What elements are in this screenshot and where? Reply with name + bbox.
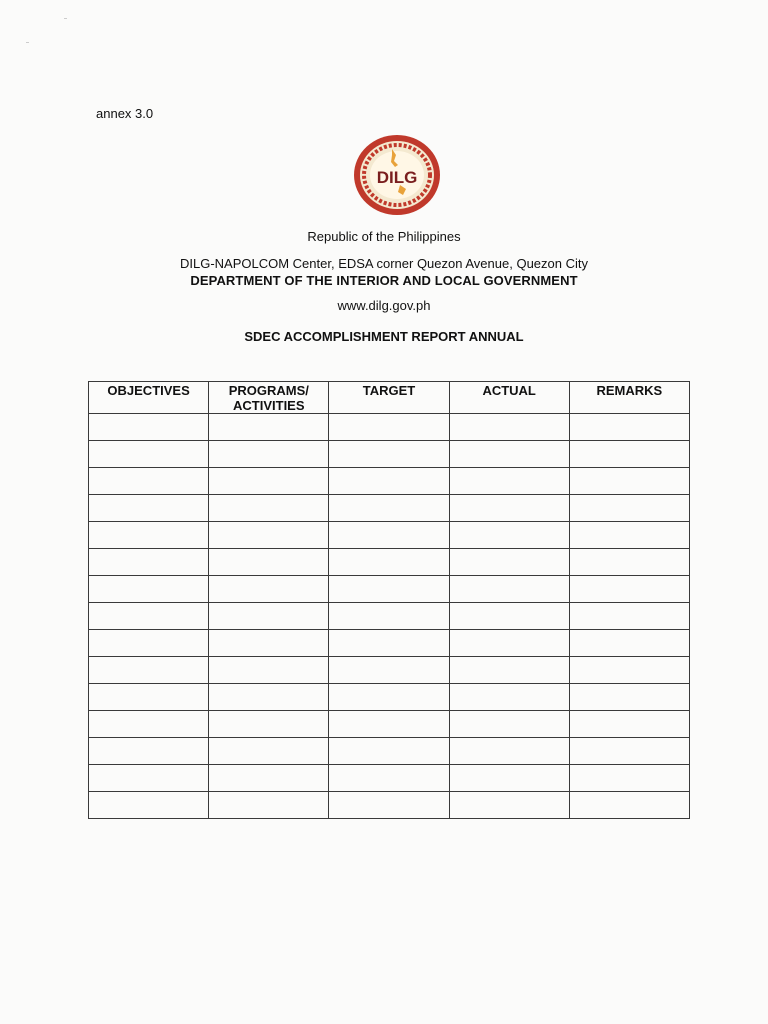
- table-row: [89, 441, 690, 468]
- table-cell[interactable]: [569, 441, 689, 468]
- table-cell[interactable]: [329, 576, 449, 603]
- table-cell[interactable]: [89, 441, 209, 468]
- table-cell[interactable]: [329, 792, 449, 819]
- dilg-seal-logo: [352, 133, 442, 217]
- table-cell[interactable]: [209, 441, 329, 468]
- seal-text: DILG: [376, 168, 418, 187]
- table-cell[interactable]: [329, 468, 449, 495]
- table-cell[interactable]: [449, 441, 569, 468]
- table-cell[interactable]: [89, 576, 209, 603]
- table-row: [89, 765, 690, 792]
- table-cell[interactable]: [89, 738, 209, 765]
- table-cell[interactable]: [89, 792, 209, 819]
- table-cell[interactable]: [329, 657, 449, 684]
- table-row: [89, 738, 690, 765]
- table-cell[interactable]: [449, 522, 569, 549]
- table-cell[interactable]: [449, 603, 569, 630]
- table-cell[interactable]: [449, 495, 569, 522]
- table-cell[interactable]: [569, 468, 689, 495]
- table-cell[interactable]: [569, 765, 689, 792]
- table-cell[interactable]: [209, 792, 329, 819]
- table-cell[interactable]: [329, 684, 449, 711]
- table-cell[interactable]: [329, 738, 449, 765]
- table-cell[interactable]: [569, 495, 689, 522]
- table-cell[interactable]: [449, 414, 569, 441]
- table-cell[interactable]: [449, 549, 569, 576]
- table-cell[interactable]: [89, 468, 209, 495]
- table-cell[interactable]: [569, 522, 689, 549]
- table-cell[interactable]: [329, 765, 449, 792]
- table-cell[interactable]: [569, 792, 689, 819]
- table-cell[interactable]: [449, 684, 569, 711]
- table-cell[interactable]: [89, 414, 209, 441]
- table-cell[interactable]: [89, 657, 209, 684]
- table-cell[interactable]: [209, 468, 329, 495]
- table-cell[interactable]: [209, 549, 329, 576]
- header-objectives: OBJECTIVES: [89, 382, 209, 414]
- table-cell[interactable]: [209, 603, 329, 630]
- table-row: [89, 495, 690, 522]
- table-cell[interactable]: [449, 468, 569, 495]
- table-cell[interactable]: [329, 630, 449, 657]
- table-cell[interactable]: [209, 630, 329, 657]
- table-cell[interactable]: [569, 549, 689, 576]
- table-cell[interactable]: [209, 414, 329, 441]
- table-cell[interactable]: [89, 603, 209, 630]
- table-cell[interactable]: [209, 765, 329, 792]
- table-cell[interactable]: [449, 711, 569, 738]
- table-cell[interactable]: [329, 549, 449, 576]
- report-title: SDEC ACCOMPLISHMENT REPORT ANNUAL: [244, 329, 524, 344]
- table-row: [89, 549, 690, 576]
- table-cell[interactable]: [89, 765, 209, 792]
- table-cell[interactable]: [89, 711, 209, 738]
- table-cell[interactable]: [569, 414, 689, 441]
- table-cell[interactable]: [329, 711, 449, 738]
- header-actual: ACTUAL: [449, 382, 569, 414]
- table-row: [89, 711, 690, 738]
- table-row: [89, 792, 690, 819]
- scan-speck: [26, 42, 29, 43]
- table-cell[interactable]: [569, 711, 689, 738]
- table-cell[interactable]: [209, 657, 329, 684]
- table-cell[interactable]: [209, 738, 329, 765]
- table-cell[interactable]: [89, 684, 209, 711]
- table-cell[interactable]: [449, 765, 569, 792]
- table-cell[interactable]: [569, 603, 689, 630]
- header-row: [89, 382, 690, 414]
- table-cell[interactable]: [569, 630, 689, 657]
- website-line: www.dilg.gov.ph: [337, 298, 431, 313]
- table-row: [89, 468, 690, 495]
- scan-speck: [64, 18, 67, 19]
- table-row: [89, 414, 690, 441]
- table-cell[interactable]: [449, 738, 569, 765]
- table-cell[interactable]: [569, 657, 689, 684]
- table-cell[interactable]: [569, 576, 689, 603]
- table-row: [89, 576, 690, 603]
- republic-line: Republic of the Philippines: [307, 229, 461, 244]
- table-cell[interactable]: [449, 576, 569, 603]
- table-cell[interactable]: [209, 495, 329, 522]
- header-programs-activities: PROGRAMS/ ACTIVITIES: [209, 382, 329, 414]
- table-cell[interactable]: [89, 522, 209, 549]
- table-row: [89, 684, 690, 711]
- table-cell[interactable]: [329, 603, 449, 630]
- table-cell[interactable]: [209, 711, 329, 738]
- annex-label: annex 3.0: [96, 106, 154, 121]
- header-target: TARGET: [329, 382, 449, 414]
- table-cell[interactable]: [569, 684, 689, 711]
- table-row: [89, 603, 690, 630]
- table-cell[interactable]: [209, 684, 329, 711]
- table-cell[interactable]: [449, 630, 569, 657]
- table-body: [89, 414, 690, 819]
- table-cell[interactable]: [329, 522, 449, 549]
- header-remarks: REMARKS: [569, 382, 689, 414]
- table-cell[interactable]: [209, 576, 329, 603]
- table-cell[interactable]: [89, 549, 209, 576]
- table-cell[interactable]: [209, 522, 329, 549]
- department-name: DEPARTMENT OF THE INTERIOR AND LOCAL GOVERNMENT: [190, 273, 578, 288]
- table-cell[interactable]: [449, 657, 569, 684]
- table-cell[interactable]: [329, 441, 449, 468]
- address-line: DILG-NAPOLCOM Center, EDSA corner Quezon Avenue, Quezon City: [179, 256, 588, 271]
- table-cell[interactable]: [89, 630, 209, 657]
- table-cell[interactable]: [569, 738, 689, 765]
- table-row: [89, 522, 690, 549]
- table-cell[interactable]: [449, 792, 569, 819]
- table-cell[interactable]: [329, 495, 449, 522]
- table-row: [89, 657, 690, 684]
- table-cell[interactable]: [89, 495, 209, 522]
- table-row: [89, 630, 690, 657]
- report-table: [88, 381, 690, 819]
- table-cell[interactable]: [329, 414, 449, 441]
